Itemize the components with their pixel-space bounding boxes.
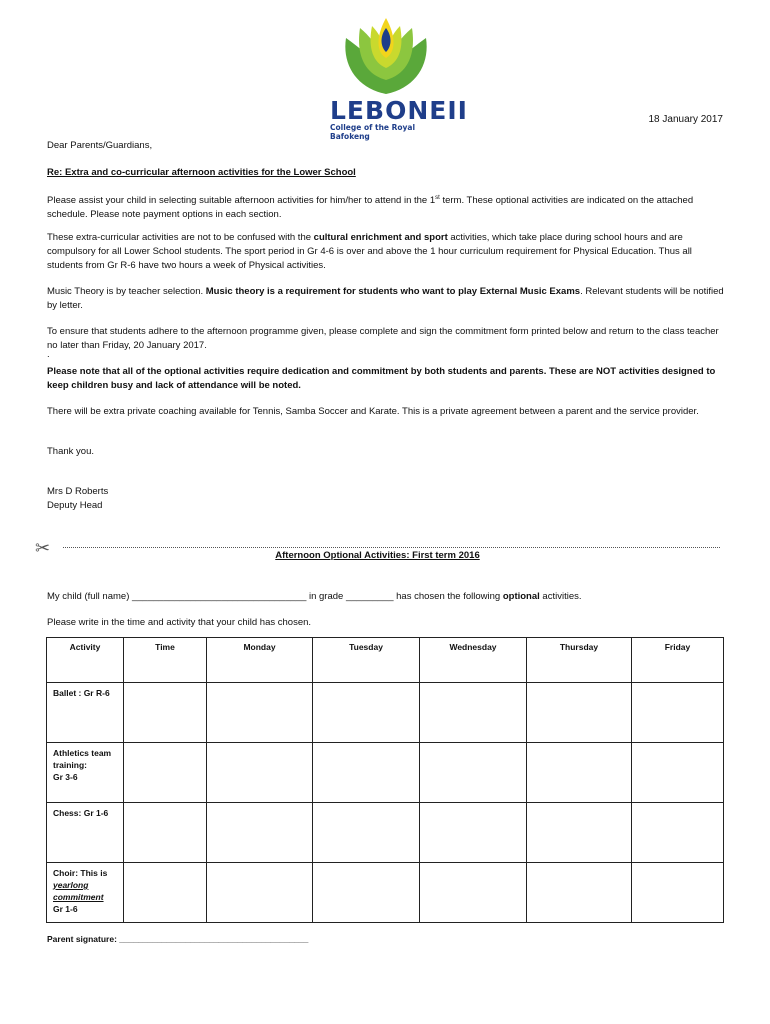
friday-cell[interactable] bbox=[632, 863, 724, 923]
paragraph-4-dot: . bbox=[47, 349, 50, 360]
thursday-cell[interactable] bbox=[527, 863, 632, 923]
activity-cell: Athletics team training: Gr 3-6 bbox=[47, 743, 124, 803]
letter-date: 18 January 2017 bbox=[648, 114, 723, 125]
tuesday-cell[interactable] bbox=[313, 863, 420, 923]
salutation: Dear Parents/Guardians, bbox=[47, 140, 153, 151]
monday-cell[interactable] bbox=[207, 743, 313, 803]
paragraph-2: These extra-curricular activities are not to be confused with the cultural enrichment and sport activities, which take place during school hours and are compulsory for all Lower School students. The sport period in Gr 4-6 is over and above the 1 hour curriculum requirement for Physical Education. Thus all students from Gr R-6 have two hours a week of Physical activities. bbox=[47, 232, 692, 271]
cut-line bbox=[35, 540, 720, 560]
friday-cell[interactable] bbox=[632, 743, 724, 803]
activity-cell: Ballet : Gr R-6 bbox=[47, 683, 124, 743]
lotus-emblem-icon bbox=[342, 14, 430, 96]
time-cell[interactable] bbox=[124, 803, 207, 863]
paragraph-4: To ensure that students adhere to the afternoon programme given, please complete and sign the commitment form printed below and return to the class teacher no later than Friday, 20 January 2017. bbox=[47, 326, 719, 351]
tuesday-cell[interactable] bbox=[313, 743, 420, 803]
logo-subtitle: College of the Royal Bafokeng bbox=[330, 123, 416, 141]
tuesday-cell[interactable] bbox=[313, 683, 420, 743]
monday-cell[interactable] bbox=[207, 683, 313, 743]
dotted-divider bbox=[63, 547, 720, 548]
school-logo bbox=[330, 14, 468, 141]
paragraph-6: There will be extra private coaching available for Tennis, Samba Soccer and Karate. This is a private agreement between a parent and the service provider. bbox=[47, 406, 699, 417]
activity-table bbox=[46, 637, 724, 923]
paragraph-3: Music Theory is by teacher selection. Music theory is a requirement for students who want to play External Music Exams. Relevant students will be notified by letter. bbox=[47, 286, 724, 311]
header-tuesday: Tuesday bbox=[313, 638, 420, 683]
paragraph-1: Please assist your child in selecting suitable afternoon activities for him/her to attend in the 1st term. These optional activities are indicated on the attached schedule. Please note payment options in each section. bbox=[47, 195, 694, 221]
form-instruction: Please write in the time and activity that your child has chosen. bbox=[47, 617, 312, 628]
child-name-line: My child (full name) _________________________________ in grade _________ has chosen the following optional activities. bbox=[47, 591, 582, 602]
form-title: Afternoon Optional Activities: First term 2016 bbox=[275, 550, 480, 561]
header-activity: Activity bbox=[47, 638, 124, 683]
wednesday-cell[interactable] bbox=[420, 803, 527, 863]
activity-cell: Chess: Gr 1-6 bbox=[47, 803, 124, 863]
activity-cell: Choir: This is yearlong commitment Gr 1-6 bbox=[47, 863, 124, 923]
logo-wordmark: LEBONEII bbox=[330, 96, 468, 125]
table-header-row bbox=[47, 638, 724, 683]
header-thursday: Thursday bbox=[527, 638, 632, 683]
header-friday: Friday bbox=[632, 638, 724, 683]
wednesday-cell[interactable] bbox=[420, 863, 527, 923]
monday-cell[interactable] bbox=[207, 863, 313, 923]
time-cell[interactable] bbox=[124, 863, 207, 923]
header-time: Time bbox=[124, 638, 207, 683]
tuesday-cell[interactable] bbox=[313, 803, 420, 863]
parent-signature-line: Parent signature: ________________________________________ bbox=[47, 934, 309, 944]
time-cell[interactable] bbox=[124, 683, 207, 743]
friday-cell[interactable] bbox=[632, 683, 724, 743]
header-monday: Monday bbox=[207, 638, 313, 683]
table-row bbox=[47, 743, 724, 803]
table-row bbox=[47, 683, 724, 743]
table-row bbox=[47, 803, 724, 863]
signer-name: Mrs D Roberts bbox=[47, 486, 109, 497]
wednesday-cell[interactable] bbox=[420, 683, 527, 743]
paragraph-5-notice: Please note that all of the optional activities require dedication and commitment by both students and parents. These are NOT activities designed to keep children busy and lack of attendance will be noted. bbox=[47, 366, 716, 391]
table-row bbox=[47, 863, 724, 923]
thursday-cell[interactable] bbox=[527, 743, 632, 803]
signer-title: Deputy Head bbox=[47, 500, 103, 511]
time-cell[interactable] bbox=[124, 743, 207, 803]
thursday-cell[interactable] bbox=[527, 803, 632, 863]
monday-cell[interactable] bbox=[207, 803, 313, 863]
thank-you: Thank you. bbox=[47, 446, 94, 457]
wednesday-cell[interactable] bbox=[420, 743, 527, 803]
friday-cell[interactable] bbox=[632, 803, 724, 863]
header-wednesday: Wednesday bbox=[420, 638, 527, 683]
subject-line: Re: Extra and co-curricular afternoon activities for the Lower School bbox=[47, 167, 356, 178]
thursday-cell[interactable] bbox=[527, 683, 632, 743]
scissors-icon: ✂ bbox=[35, 538, 51, 558]
